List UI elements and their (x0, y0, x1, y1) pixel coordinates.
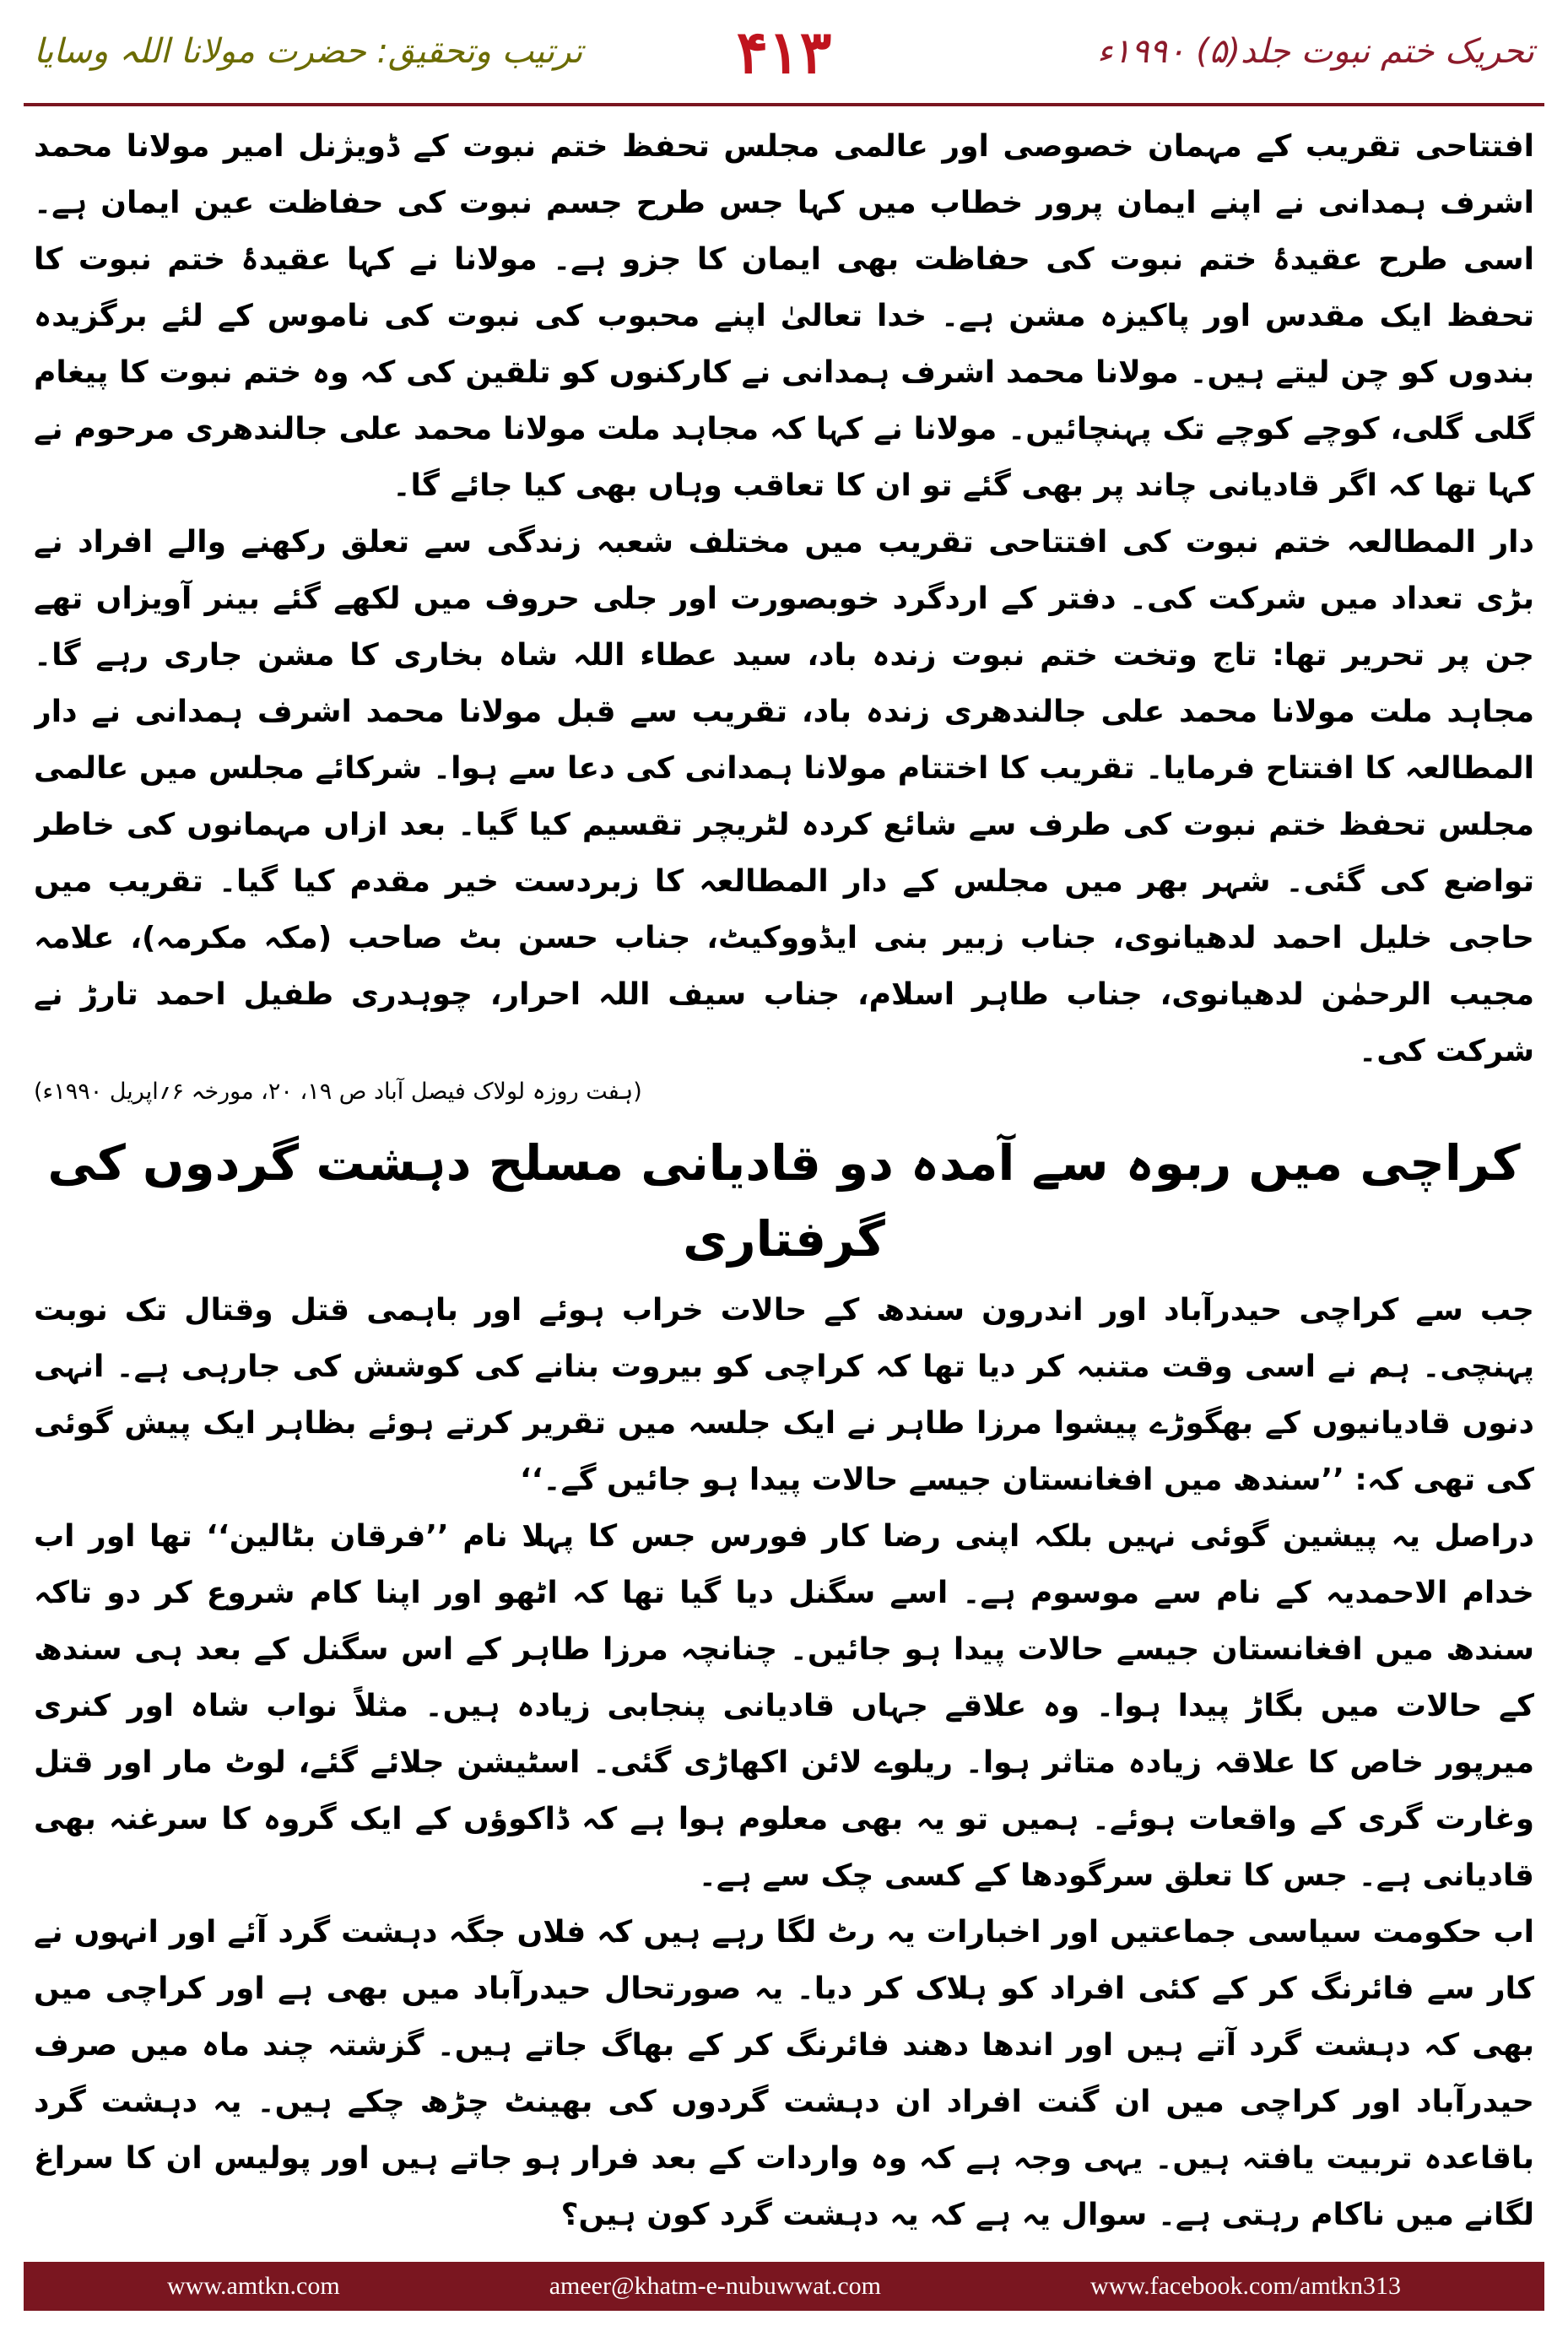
paragraph: دراصل یہ پیشین گوئی نہیں بلکہ اپنی رضا کار فورس جس کا پہلا نام ’’فرقان بٹالین‘‘ تھا اور اب خدام الاحمدیہ کے نام سے موسوم ہے۔ اسے سگنل دیا گیا تھا کہ اٹھو اور اپنا کام شروع کر دو تاکہ سندھ میں افغانستان جیسے حالات پیدا ہو جائیں۔ چنانچہ مرزا طاہر کے اس سگنل کے بعد ہی سندھ کے حالات میں بگاڑ پیدا ہوا۔ وہ علاقے جہاں قادیانی پنجابی زیادہ ہیں۔ مثلاً نواب شاہ اور کنری میرپور خاص کا علاقہ زیادہ متاثر ہوا۔ ریلوے لائن اکھاڑی گئی۔ اسٹیشن جلائے گئے، لوٹ مار اور قتل وغارت گری کے واقعات ہوئے۔ ہمیں تو یہ بھی معلوم ہوا ہے کہ ڈاکوؤں کے ایک گروہ کا سرغنہ بھی قادیانی ہے۔ جس کا تعلق سرگودھا کے کسی چک سے ہے۔ (34, 1519, 1534, 1893)
page-body (34, 118, 1534, 2245)
citation: (ہفت روزہ لولاک فیصل آباد ص ۱۹، ۲۰، مورخہ ۶؍اپریل ۱۹۹۰ء) (34, 1079, 642, 1105)
page-number: ۴۱۳ (736, 17, 832, 87)
paragraph: افتتاحی تقریب کے مہمان خصوصی اور عالمی مجلس تحفظ ختم نبوت کے ڈویژنل امیر مولانا محمد اشرف ہمدانی نے اپنے ایمان پرور خطاب میں کہا جس طرح جسم نبوت کی حفاظت عین ایمان ہے۔ اسی طرح عقیدۂ ختم نبوت کی حفاظت بھی ایمان کا جزو ہے۔ مولانا نے کہا عقیدۂ ختم نبوت کا تحفظ ایک مقدس اور پاکیزہ مشن ہے۔ خدا تعالیٰ اپنے محبوب کی نبوت کی ناموس کے لئے برگزیدہ بندوں کو چن لیتے ہیں۔ مولانا محمد اشرف ہمدانی نے کارکنوں کو تلقین کی کہ وہ ختم نبوت کا پیغام گلی گلی، کوچے کوچے تک پہنچائیں۔ مولانا نے کہا کہ مجاہد ملت مولانا محمد علی جالندھری مرحوم نے کہا تھا کہ اگر قادیانی چاند پر بھی گئے تو ان کا تعاقب وہاں بھی کیا جائے گا۔ (34, 129, 1534, 503)
book-title: تحریک ختم نبوت جلد(۵) ۱۹۹۰ء (1096, 32, 1534, 71)
section-heading: کراچی میں ربوہ سے آمدہ دو قادیانی مسلح دہشت گردوں کی گرفتاری (47, 1134, 1521, 1268)
paragraph: دار المطالعہ ختم نبوت کی افتتاحی تقریب میں مختلف شعبہ زندگی سے تعلق رکھنے والے افراد نے بڑی تعداد میں شرکت کی۔ دفتر کے اردگرد خوبصورت اور جلی حروف میں لکھے گئے بینر آویزاں تھے جن پر تحریر تھا: تاج وتخت ختم نبوت زندہ باد، سید عطاء اللہ شاہ بخاری کا مشن جاری رہے گا۔ مجاہد ملت مولانا محمد علی جالندھری زندہ باد، تقریب سے قبل مولانا محمد اشرف ہمدانی نے دار المطالعہ کا افتتاح فرمایا۔ تقریب کا اختتام مولانا ہمدانی کی دعا سے ہوا۔ شرکائے مجلس میں عالمی مجلس تحفظ ختم نبوت کی طرف سے شائع کردہ لٹریچر تقسیم کیا گیا۔ بعد ازاں مہمانوں کی خاطر تواضع کی گئی۔ شہر بھر میں مجلس کے دار المطالعہ کا زبردست خیر مقدم کیا گیا۔ تقریب میں حاجی خلیل احمد لدھیانوی، جناب زبیر بنی ایڈووکیٹ، جناب حسن بٹ صاحب (مکہ مکرمہ)، علامہ مجیب الرحمٰن لدھیانوی، جناب طاہر اسلام، جناب سیف اللہ احرار، چوہدری طفیل احمد تارڑ نے شرکت کی۔ (34, 525, 1534, 1068)
footer-bar (24, 2262, 1544, 2311)
page-header (34, 17, 1534, 110)
header-divider (24, 103, 1544, 106)
website-link[interactable]: www.amtkn.com (167, 2272, 340, 2300)
paragraph: اب حکومت سیاسی جماعتیں اور اخبارات یہ رٹ لگا رہے ہیں کہ فلاں جگہ دہشت گرد آئے اور انہوں نے کار سے فائرنگ کر کے کئی افراد کو ہلاک کر دیا۔ یہ صورتحال حیدرآباد میں بھی ہے اور کراچی میں بھی کہ دہشت گرد آتے ہیں اور اندھا دھند فائرنگ کر کے بھاگ جاتے ہیں۔ گزشتہ چند ماہ میں صرف حیدرآباد اور کراچی میں ان گنت افراد ان دہشت گردوں کی بھینٹ چڑھ چکے ہیں۔ یہ دہشت گرد باقاعدہ تربیت یافتہ ہیں۔ یہی وجہ ہے کہ وہ واردات کے بعد فرار ہو جاتے ہیں اور پولیس ان کا سراغ لگانے میں ناکام رہتی ہے۔ سوال یہ ہے کہ یہ دہشت گرد کون ہیں؟ (34, 1915, 1534, 2232)
email-link[interactable]: ameer@khatm-e-nubuwwat.com (549, 2272, 882, 2300)
compiler-credit: ترتیب وتحقیق: حضرت مولانا اللہ وسایا (34, 32, 583, 71)
paragraph: جب سے کراچی حیدرآباد اور اندرون سندھ کے حالات خراب ہوئے اور باہمی قتل وقتال تک نوبت پہنچی۔ ہم نے اسی وقت متنبہ کر دیا تھا کہ کراچی کو بیروت بنانے کی کوشش کی جارہی ہے۔ انہی دنوں قادیانیوں کے بھگوڑے پیشوا مرزا طاہر نے ایک جلسہ میں تقریر کرتے ہوئے بظاہر ایک پیش گوئی کی تھی کہ: ’’سندھ میں افغانستان جیسے حالات پیدا ہو جائیں گے۔‘‘ (34, 1293, 1534, 1497)
facebook-link[interactable]: www.facebook.com/amtkn313 (1090, 2272, 1401, 2300)
